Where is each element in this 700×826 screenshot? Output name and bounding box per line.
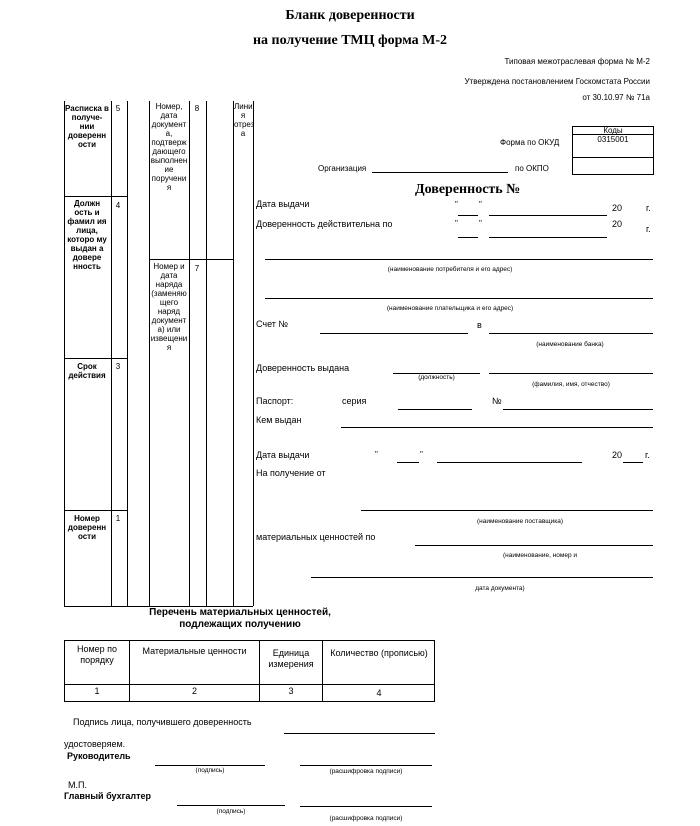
in-bank-label: в bbox=[477, 320, 482, 330]
issue-month-field[interactable] bbox=[489, 215, 607, 216]
approved-by: Утверждена постановлением Госкомстата России bbox=[464, 77, 650, 86]
head-signature-field[interactable] bbox=[155, 765, 265, 766]
codes-header: Коды bbox=[603, 126, 623, 135]
poa-title: Доверенность № bbox=[415, 182, 521, 197]
stub-person: Должн ость и фамил ия лица, которо му выдан а довере нность bbox=[67, 199, 107, 271]
issue2-year-prefix: 20 bbox=[612, 450, 623, 460]
accountant-decode-field[interactable] bbox=[300, 806, 432, 807]
okud-value: 0315001 bbox=[597, 135, 629, 144]
certify-label: удостоверяем. bbox=[64, 739, 126, 749]
table-divider bbox=[259, 640, 260, 702]
col-header-quantity: Количество (прописью) bbox=[330, 648, 428, 658]
okpo-cell[interactable] bbox=[572, 157, 654, 175]
issue2-month-field[interactable] bbox=[437, 462, 582, 463]
stub-number-no: 1 bbox=[115, 514, 121, 523]
stub-border bbox=[149, 259, 233, 260]
fio-caption: (фамилия, имя, отчество) bbox=[532, 381, 610, 388]
okud-label: Форма по ОКУД bbox=[500, 138, 560, 147]
quote-close: " bbox=[420, 450, 423, 459]
quote-open: " bbox=[455, 200, 458, 209]
issue-year-suffix: г. bbox=[646, 203, 651, 213]
head-signature-caption: (подпись) bbox=[195, 767, 225, 774]
bank-field[interactable] bbox=[489, 333, 653, 334]
organization-field[interactable] bbox=[372, 172, 508, 173]
quote-open: " bbox=[375, 450, 378, 459]
doc-date-caption: дата документа) bbox=[475, 585, 525, 592]
stub-border bbox=[64, 358, 127, 359]
account-field[interactable] bbox=[320, 333, 468, 334]
quote-open: " bbox=[455, 219, 458, 228]
receive-from-label: На получение от bbox=[256, 468, 326, 478]
valid-year-prefix: 20 bbox=[612, 219, 623, 229]
stub-doc: Номер, дата документ а, подтверж дающего выполнен ие поручени я bbox=[150, 102, 188, 192]
stub-border bbox=[189, 101, 190, 606]
issue-date2-label: Дата выдачи bbox=[256, 450, 310, 460]
valid-day-field[interactable] bbox=[458, 237, 478, 238]
head-decode-caption: (расшифровка подписи) bbox=[329, 768, 403, 775]
quote-close: " bbox=[479, 219, 482, 228]
quote-close: " bbox=[479, 200, 482, 209]
stub-border bbox=[64, 510, 127, 511]
accountant-decode-caption: (расшифровка подписи) bbox=[329, 815, 403, 822]
stamp-label: М.П. bbox=[68, 780, 87, 790]
series-field[interactable] bbox=[398, 409, 472, 410]
issued-by-field[interactable] bbox=[341, 427, 653, 428]
organization-label: Организация bbox=[318, 164, 367, 173]
stub-receipt: Расписка в получе- нии доверенн ости bbox=[65, 104, 109, 149]
col-header-unit: Единица измерения bbox=[268, 648, 314, 669]
doc-name-caption: (наименование, номер и bbox=[502, 552, 578, 559]
table-divider bbox=[64, 684, 435, 685]
accountant-signature-field[interactable] bbox=[177, 805, 285, 806]
chief-accountant-label: Главный бухгалтер bbox=[64, 791, 152, 801]
stub-receipt-no: 5 bbox=[115, 104, 121, 113]
stub-order: Номер и дата наряда (заменяю щего наряд документ а) или извещени я bbox=[150, 262, 188, 352]
materials-by-label: материальных ценностей по bbox=[256, 532, 376, 542]
col-header-number: Номер по порядку bbox=[76, 644, 118, 665]
number-label: № bbox=[492, 396, 502, 406]
approved-date: от 30.10.97 № 71а bbox=[582, 93, 650, 102]
series-label: серия bbox=[342, 396, 367, 406]
cut-line bbox=[253, 101, 254, 606]
valid-month-field[interactable] bbox=[489, 237, 607, 238]
issue2-year-suffix: г. bbox=[645, 450, 650, 460]
stub-border bbox=[111, 101, 112, 606]
col-number-3: 3 bbox=[288, 686, 294, 696]
col-header-materials: Материальные ценности bbox=[142, 646, 247, 656]
stub-person-no: 4 bbox=[115, 201, 121, 210]
form-type: Типовая межотраслевая форма № М-2 bbox=[504, 57, 650, 66]
col-number-4: 4 bbox=[376, 688, 382, 698]
supplier-field[interactable] bbox=[361, 510, 653, 511]
issue-date-label: Дата выдачи bbox=[256, 199, 310, 209]
list-title-2: подлежащих получению bbox=[179, 619, 301, 630]
head-label: Руководитель bbox=[67, 751, 131, 761]
account-label: Счет № bbox=[256, 319, 289, 329]
form-subtitle: на получение ТМЦ форма М-2 bbox=[252, 33, 448, 48]
table-divider bbox=[322, 640, 323, 702]
issue-year-prefix: 20 bbox=[612, 203, 623, 213]
payer-caption: (наименование плательщика и его адрес) bbox=[386, 305, 514, 312]
stub-border bbox=[233, 101, 234, 606]
okud-cell[interactable] bbox=[572, 134, 654, 158]
stub-cut-line: Лини я отрез а bbox=[234, 102, 255, 138]
passport-number-field[interactable] bbox=[503, 409, 653, 410]
document-field[interactable] bbox=[415, 545, 653, 546]
valid-year-suffix: г. bbox=[646, 224, 651, 234]
col-number-2: 2 bbox=[191, 686, 197, 696]
recipient-signature-label: Подпись лица, получившего доверенность bbox=[73, 717, 252, 727]
form-title: Бланк доверенности bbox=[285, 8, 415, 23]
position-caption: (должность) bbox=[418, 374, 455, 381]
stub-border bbox=[127, 101, 128, 606]
stub-border bbox=[64, 196, 127, 197]
col-number-1: 1 bbox=[94, 686, 100, 696]
stub-order-no: 7 bbox=[194, 264, 200, 273]
stub-number: Номер доверенн ости bbox=[67, 514, 107, 541]
list-title-1: Перечень материальных ценностей, bbox=[149, 607, 331, 618]
consumer-caption: (наименование потребителя и его адрес) bbox=[387, 266, 513, 273]
head-decode-field[interactable] bbox=[300, 765, 432, 766]
issue-day-field[interactable] bbox=[458, 215, 478, 216]
stub-term-no: 3 bbox=[115, 362, 121, 371]
payer-field[interactable] bbox=[265, 298, 653, 299]
okpo-label: по ОКПО bbox=[515, 164, 549, 173]
stub-doc-no: 8 bbox=[194, 104, 200, 113]
stub-term: Срок действия bbox=[68, 362, 106, 380]
valid-until-label: Доверенность действительна по bbox=[256, 219, 393, 229]
issue2-year-field[interactable] bbox=[623, 462, 643, 463]
fio-field[interactable] bbox=[489, 373, 653, 374]
issued-to-label: Доверенность выдана bbox=[256, 363, 350, 373]
issue2-day-field[interactable] bbox=[397, 462, 419, 463]
accountant-signature-caption: (подпись) bbox=[216, 808, 246, 815]
bank-caption: (наименование банка) bbox=[536, 341, 604, 348]
issued-by-label: Кем выдан bbox=[256, 415, 302, 425]
recipient-signature-field[interactable] bbox=[284, 733, 435, 734]
document-date-field[interactable] bbox=[311, 577, 653, 578]
stub-border bbox=[206, 101, 207, 606]
supplier-caption: (наименование поставщика) bbox=[476, 518, 564, 525]
table-divider bbox=[129, 640, 130, 702]
passport-label: Паспорт: bbox=[256, 396, 294, 406]
consumer-field[interactable] bbox=[265, 259, 653, 260]
